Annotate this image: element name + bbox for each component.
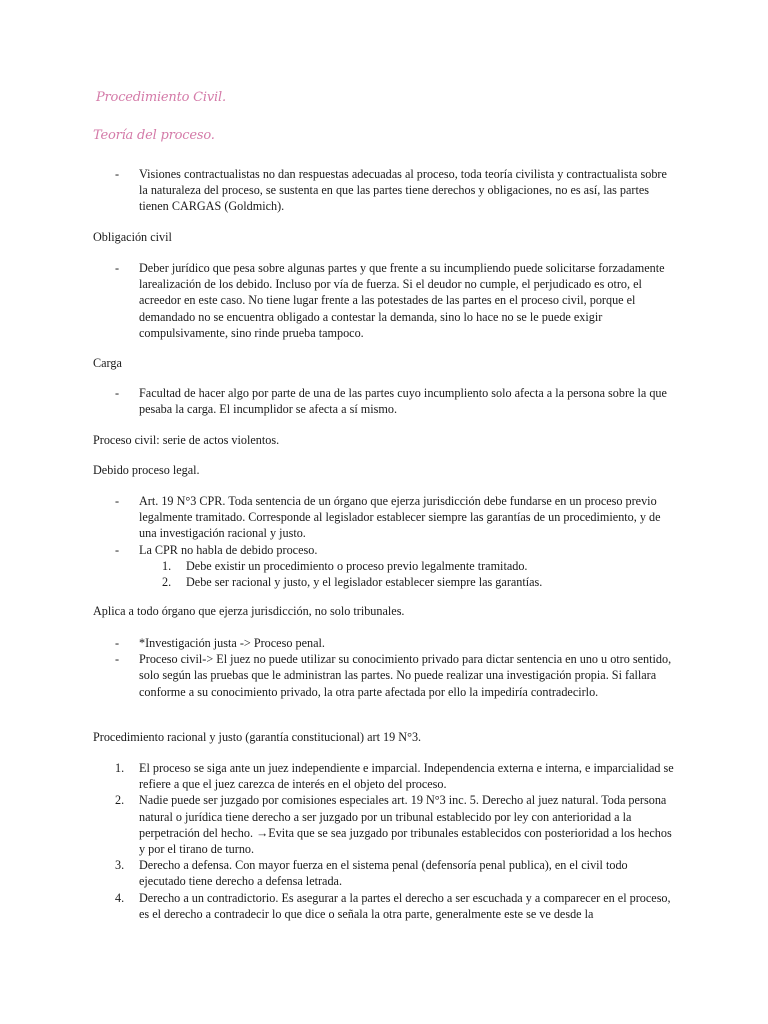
list-item [93, 651, 675, 700]
bullet-dash: - [115, 652, 120, 667]
list-number: 4. [115, 890, 125, 905]
bullet-dash: - [115, 261, 120, 275]
list-item [93, 542, 675, 558]
list-item-text: Proceso civil-> El juez no puede utilizar su conocimiento privado para dictar sentencia en uno u otro sentido, solo según las pruebas que le administran las partes. No puede realizar una investigación propia. Si fallara conforme a su conocimiento privado, la otra parte afectada por ello la impediría contradecirlo. [139, 652, 672, 699]
numbered-list-garantias [0, 760, 768, 922]
list-item-text: Art. 19 N°3 CPR. Toda sentencia de un órgano que ejerza jurisdicción debe fundarse en un proceso previo legalmente tramitado. Corresponde al legislador establecer siempre las garantías de un procedimiento, y de una investigación racional y justo. [139, 494, 661, 541]
paragraph-aplica: Aplica a todo órgano que ejerza jurisdicción, no solo tribunales. [93, 604, 405, 618]
list-item [93, 890, 675, 922]
list-item [93, 792, 675, 857]
list-item [93, 857, 675, 889]
list-item-text: Derecho a defensa. Con mayor fuerza en el sistema penal (defensoría penal publica), en el civil todo ejecutado tiene derecho a defensa letrada. [139, 858, 628, 889]
paragraph-proceso-civil: Proceso civil: serie de actos violentos. [93, 433, 280, 447]
list-item-text: La CPR no habla de debido proceso. [139, 542, 318, 557]
list-item-text: Deber jurídico que pesa sobre algunas partes y que frente a su incumpliendo puede solicitarse forzadamente larealización de los debido. Incluso por vía de fuerza. Si el deudor no cumple, el perjudicado es otro, el acreedor en este caso. No tiene lugar frente a las potestades de las partes en el proceso civil, porque el demandado no se encuentra obligado a contestar la demanda, sino lo hace no se le puede exigir compulsivamente, sino rinde prueba tampoco. [139, 261, 665, 340]
list-number: 3. [115, 858, 125, 873]
list-item [0, 385, 768, 417]
sublist-number: 1. [162, 558, 172, 573]
bullet-dash: - [115, 636, 120, 650]
list-item-text: Nadie puede ser juzgado por comisiones especiales art. 19 N°3 inc. 5. Derecho al juez natural. Toda persona natural o jurídica tiene derecho a ser juzgado por un tribunal establecido por ley con anterioridad a la perpetración del hecho. →Evita que se sea juzgado por tribunales establecidos con posterioridad a los hechos y por el tirano de turno. [139, 793, 672, 857]
list-item-text: Visiones contractualistas no dan respuestas adecuadas al proceso, toda teoría civilista y contractualista sobre la naturaleza del proceso, se sustenta en que las partes tiene derechos y obligaciones, no es así, las partes tienen CARGAS (Goldmich). [139, 167, 667, 214]
paragraph-debido-proceso: Debido proceso legal. [93, 463, 200, 477]
list-item-text: Derecho a un contradictorio. Es asegurar a la partes el derecho a ser escuchada y a comparecer en el proceso, es el derecho a contradecir lo que dice o señala la otra parte, generalmente este se ve desde la [139, 890, 671, 921]
list-number: 1. [115, 761, 125, 775]
sublist-number: 2. [162, 575, 172, 590]
list-item [0, 260, 768, 341]
list-item-text: El proceso se siga ante un juez independiente e imparcial. Independencia externa e interna, e imparcialidad se refiere a que el juez carezca de interés en el objeto del proceso. [139, 761, 674, 792]
paragraph-procedimiento-racional: Procedimiento racional y justo (garantía constitucional) art 19 N°3. [93, 730, 422, 744]
sublist-item [93, 574, 676, 590]
list-item [0, 166, 768, 215]
list-item-text: *Investigación justa -> Proceso penal. [139, 636, 325, 650]
list-item [93, 760, 675, 792]
bullet-dash: - [115, 494, 120, 508]
sublist-item-text: Debe existir un procedimiento o proceso previo legalmente tramitado. [186, 558, 528, 573]
section-heading-obligacion: Obligación civil [93, 230, 172, 244]
bullet-dash: - [115, 167, 120, 181]
list-number: 2. [115, 793, 125, 808]
sublist-item-text: Debe ser racional y justo, y el legislador establecer siempre las garantías. [186, 575, 543, 590]
bullet-dash: - [115, 386, 120, 400]
section-heading-carga: Carga [93, 356, 122, 370]
list-debido-proceso [0, 493, 768, 590]
list-item [93, 493, 675, 542]
list-item-text: Facultad de hacer algo por parte de una de las partes cuyo incumpliento solo afecta a la persona sobre la que pesaba la carga. El incumplidor se afecta a sí mismo. [139, 386, 667, 417]
sublist-item [93, 558, 676, 574]
bullet-dash: - [115, 542, 120, 557]
list-item [93, 635, 675, 651]
list-investigacion [0, 635, 768, 700]
document-title: Procedimiento Civil. [96, 90, 226, 105]
document-subtitle: Teoría del proceso. [93, 128, 215, 143]
